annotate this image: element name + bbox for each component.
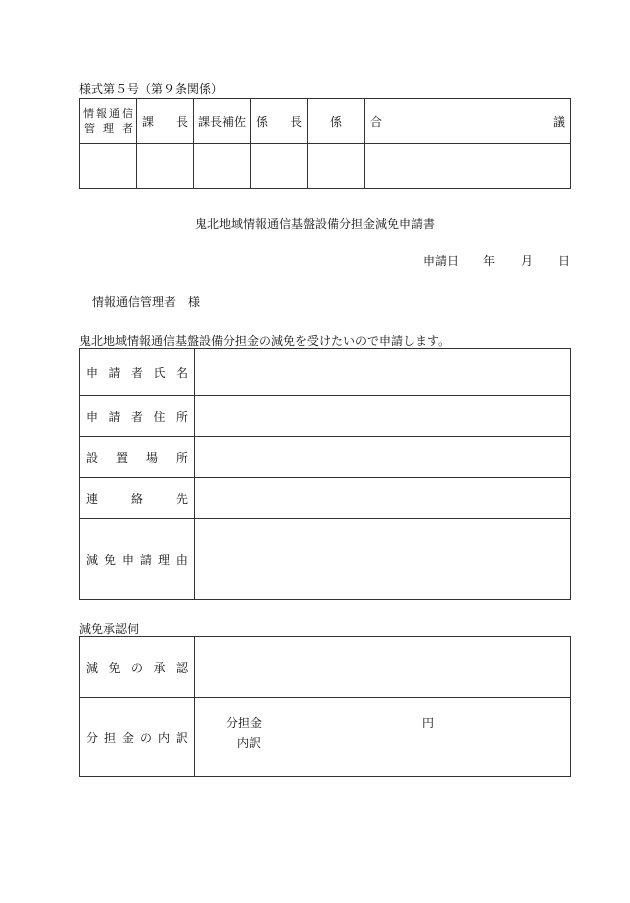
applicant-address-label: 申 請 者 住 所 bbox=[80, 396, 195, 437]
breakdown-label: 内訳 bbox=[237, 736, 262, 750]
exemption-approval-field[interactable] bbox=[195, 637, 571, 698]
form-number: 様式第５号（第９条関係） bbox=[79, 82, 224, 96]
header-section-chief: 課 長 bbox=[137, 99, 194, 144]
date-month: 月 bbox=[521, 254, 534, 268]
header-info-manager bbox=[80, 99, 137, 144]
applicant-address-field[interactable] bbox=[195, 396, 571, 437]
applicant-name-label: 申 請 者 氏 名 bbox=[80, 349, 195, 396]
date-label: 申請日 bbox=[423, 254, 460, 268]
header-assistant-chief: 課長補佐 bbox=[194, 99, 251, 144]
stamp-cell-council[interactable] bbox=[365, 144, 571, 189]
share-amount-label: 分担金 bbox=[226, 716, 263, 730]
manager-label-line2: 管 理 者 bbox=[84, 122, 133, 135]
stamp-cell-assistant-chief[interactable] bbox=[194, 144, 251, 189]
review-table bbox=[79, 636, 571, 777]
manager-label-line1: 情 報 通 信 bbox=[83, 107, 133, 120]
header-subsection-chief: 係 長 bbox=[251, 99, 308, 144]
document-title: 鬼北地域情報通信基盤設備分担金減免申請書 bbox=[194, 217, 435, 231]
stamp-cell-staff[interactable] bbox=[308, 144, 365, 189]
share-breakdown-label: 分 担 金 の 内 訳 bbox=[80, 698, 195, 777]
reason-label: 減 免 申 請 理 由 bbox=[80, 519, 195, 600]
install-location-label: 設 置 場 所 bbox=[80, 437, 195, 478]
stamp-cell-info-manager[interactable] bbox=[80, 144, 137, 189]
stamp-cell-subsection-chief[interactable] bbox=[251, 144, 308, 189]
contact-field[interactable] bbox=[195, 478, 571, 519]
date-year: 年 bbox=[483, 254, 496, 268]
date-day: 日 bbox=[558, 254, 571, 268]
header-staff: 係 bbox=[308, 99, 365, 144]
install-location-field[interactable] bbox=[195, 437, 571, 478]
approval-stamp-table bbox=[79, 98, 571, 189]
applicant-name-field[interactable] bbox=[195, 349, 571, 396]
header-council: 合 議 bbox=[365, 99, 571, 144]
contact-label: 連 絡 先 bbox=[80, 478, 195, 519]
reason-field[interactable] bbox=[195, 519, 571, 600]
review-section-title: 減免承認伺 bbox=[79, 622, 140, 636]
yen-unit: 円 bbox=[422, 716, 435, 730]
exemption-approval-label: 減 免 の 承 認 bbox=[80, 637, 195, 698]
stamp-cell-section-chief[interactable] bbox=[137, 144, 194, 189]
addressee: 情報通信管理者 様 bbox=[92, 295, 201, 309]
share-breakdown-field[interactable] bbox=[195, 698, 571, 777]
application-table bbox=[79, 348, 571, 600]
intro-text: 鬼北地域情報通信基盤設備分担金の減免を受けたいので申請します。 bbox=[79, 334, 451, 348]
